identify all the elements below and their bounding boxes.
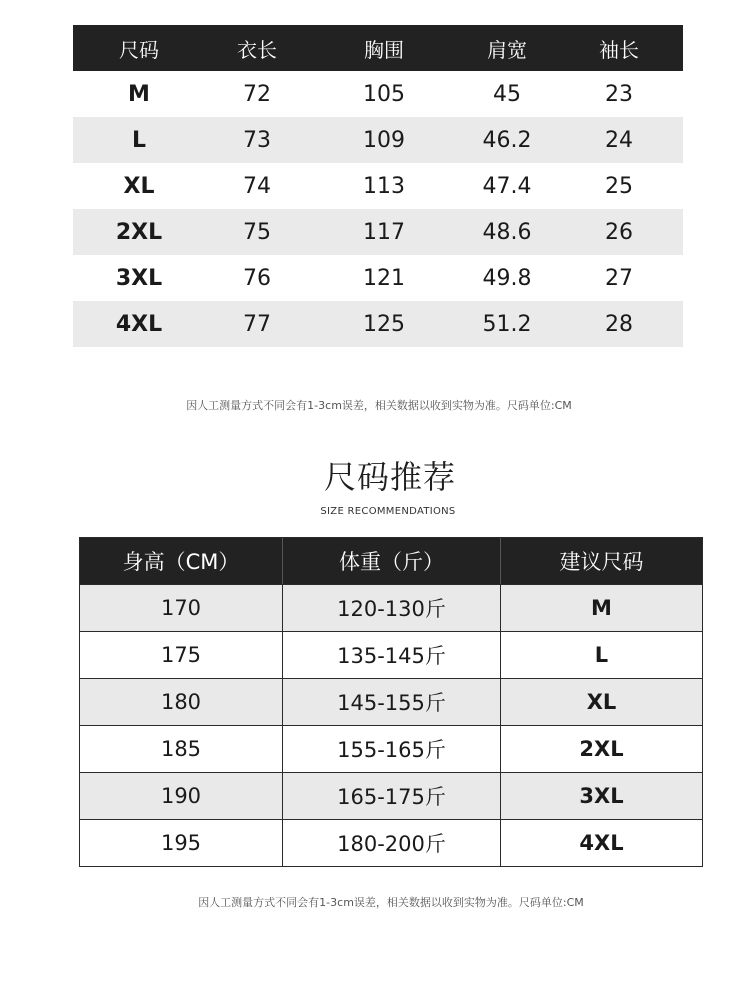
cell-suggested-size: L bbox=[594, 643, 609, 667]
cell-weight: 180-200斤 bbox=[283, 820, 501, 866]
cell-suggested-size: 2XL bbox=[579, 737, 624, 761]
cell-length: 72 bbox=[243, 81, 271, 107]
table-row bbox=[73, 301, 683, 347]
cell-size: 3XL bbox=[115, 265, 163, 291]
cell-suggested-size: 4XL bbox=[579, 831, 624, 855]
size-recommendation-table bbox=[79, 537, 703, 867]
cell-weight: 135-145斤 bbox=[283, 632, 501, 678]
table-row bbox=[80, 725, 702, 772]
header-size: 尺码 bbox=[119, 37, 159, 62]
cell-length: 75 bbox=[243, 219, 271, 245]
header-shoulder: 肩宽 bbox=[487, 37, 527, 62]
table-row bbox=[73, 71, 683, 117]
cell-chest: 121 bbox=[363, 265, 405, 291]
header-height: 身高（CM） bbox=[80, 538, 283, 584]
cell-weight: 155-165斤 bbox=[283, 726, 501, 772]
cell-size: XL bbox=[123, 173, 155, 199]
section-title: 尺码推荐 bbox=[323, 458, 456, 496]
header-length: 衣长 bbox=[237, 37, 277, 62]
measurement-note-bottom: 因人工测量方式不同会有1-3cm误差，相关数据以收到实物为准。尺码单位:CM bbox=[198, 896, 584, 909]
cell-length: 73 bbox=[243, 127, 271, 153]
cell-sleeve: 27 bbox=[605, 265, 633, 291]
cell-height: 180 bbox=[80, 679, 283, 725]
header-weight: 体重（斤） bbox=[283, 538, 501, 584]
cell-height: 195 bbox=[80, 820, 283, 866]
cell-suggested-size: XL bbox=[586, 690, 617, 714]
cell-sleeve: 25 bbox=[605, 173, 633, 199]
cell-sleeve: 23 bbox=[605, 81, 633, 107]
table-row bbox=[80, 584, 702, 631]
cell-shoulder: 49.8 bbox=[482, 265, 532, 291]
table-row bbox=[73, 255, 683, 301]
cell-chest: 125 bbox=[363, 311, 405, 337]
cell-size: 2XL bbox=[115, 219, 163, 245]
cell-shoulder: 51.2 bbox=[482, 311, 532, 337]
cell-shoulder: 48.6 bbox=[482, 219, 532, 245]
cell-size: L bbox=[131, 127, 147, 153]
cell-size: 4XL bbox=[115, 311, 163, 337]
table-row bbox=[80, 819, 702, 866]
table-row bbox=[80, 631, 702, 678]
recommendation-header-row bbox=[80, 538, 702, 584]
cell-length: 74 bbox=[243, 173, 271, 199]
size-chart-header-row bbox=[73, 25, 683, 71]
size-chart-table bbox=[73, 25, 683, 347]
cell-shoulder: 47.4 bbox=[482, 173, 532, 199]
cell-size: M bbox=[128, 81, 150, 107]
cell-shoulder: 46.2 bbox=[482, 127, 532, 153]
table-row bbox=[73, 117, 683, 163]
cell-chest: 113 bbox=[363, 173, 405, 199]
cell-suggested-size: 3XL bbox=[579, 784, 624, 808]
cell-weight: 120-130斤 bbox=[283, 585, 501, 631]
table-row bbox=[73, 209, 683, 255]
cell-chest: 105 bbox=[363, 81, 405, 107]
cell-height: 175 bbox=[80, 632, 283, 678]
table-row bbox=[73, 163, 683, 209]
cell-weight: 145-155斤 bbox=[283, 679, 501, 725]
cell-height: 190 bbox=[80, 773, 283, 819]
table-row bbox=[80, 678, 702, 725]
cell-suggested-size: M bbox=[591, 596, 612, 620]
section-subtitle: SIZE RECOMMENDATIONS bbox=[320, 506, 456, 517]
cell-length: 76 bbox=[243, 265, 271, 291]
cell-chest: 109 bbox=[363, 127, 405, 153]
cell-sleeve: 28 bbox=[605, 311, 633, 337]
cell-height: 185 bbox=[80, 726, 283, 772]
cell-height: 170 bbox=[80, 585, 283, 631]
cell-sleeve: 26 bbox=[605, 219, 633, 245]
header-suggested-size: 建议尺码 bbox=[559, 550, 644, 574]
measurement-note-top: 因人工测量方式不同会有1-3cm误差，相关数据以收到实物为准。尺码单位:CM bbox=[186, 399, 572, 412]
cell-chest: 117 bbox=[363, 219, 405, 245]
table-row bbox=[80, 772, 702, 819]
cell-weight: 165-175斤 bbox=[283, 773, 501, 819]
header-sleeve: 袖长 bbox=[599, 37, 639, 62]
header-chest: 胸围 bbox=[364, 37, 404, 62]
cell-length: 77 bbox=[243, 311, 271, 337]
cell-sleeve: 24 bbox=[605, 127, 633, 153]
cell-shoulder: 45 bbox=[493, 81, 521, 107]
